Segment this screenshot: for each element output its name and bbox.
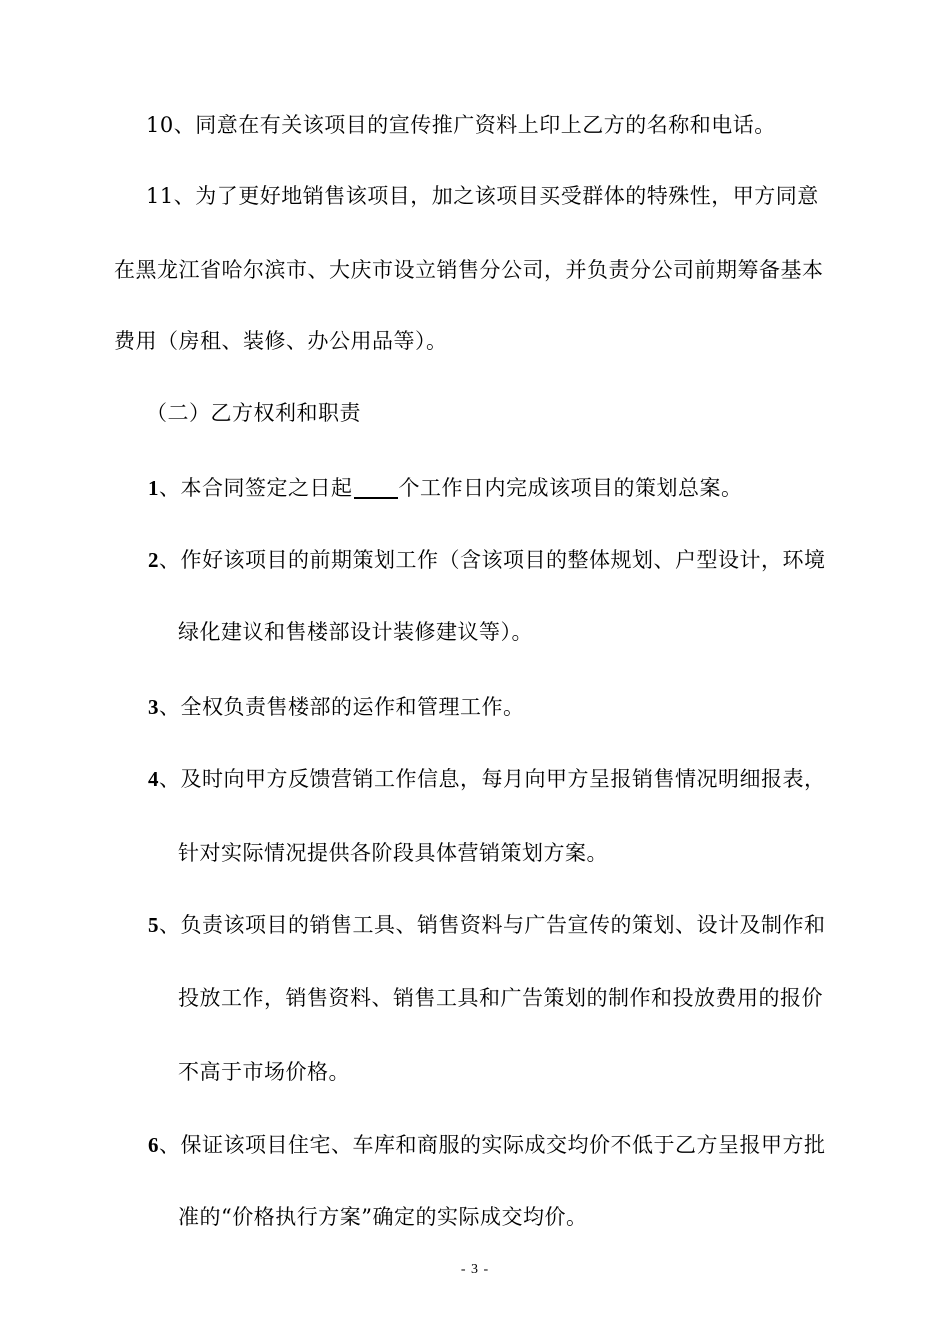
clause-b5-number: 5: [148, 913, 159, 937]
fill-in-blank: [354, 475, 398, 499]
clause-b6-line-2: 准的“价格执行方案”确定的实际成交均价。: [178, 1205, 588, 1229]
clause-11-line-1: 11、为了更好地销售该项目，加之该项目买受群体的特殊性，甲方同意: [146, 184, 819, 208]
clause-b1-text-a: 、本合同签定之日起: [159, 476, 353, 500]
clause-10: 10、同意在有关该项目的宣传推广资料上印上乙方的名称和电话。: [146, 113, 776, 137]
clause-b6-line-1: [148, 1130, 826, 1160]
clause-b2-number: 2: [148, 548, 159, 572]
clause-b2-text: 、作好该项目的前期策划工作（含该项目的整体规划、户型设计，环境: [159, 548, 826, 572]
clause-b6-number: 6: [148, 1133, 159, 1157]
clause-b5-text: 、负责该项目的销售工具、销售资料与广告宣传的策划、设计及制作和: [159, 913, 826, 937]
clause-b1-text-b: 个工作日内完成该项目的策划总案。: [398, 476, 743, 500]
clause-b6-text: 、保证该项目住宅、车库和商服的实际成交均价不低于乙方呈报甲方批: [159, 1133, 826, 1157]
clause-b4-number: 4: [148, 767, 159, 791]
clause-b2-line-2: 绿化建议和售楼部设计装修建议等）。: [178, 620, 533, 644]
clause-b4-line-2: 针对实际情况提供各阶段具体营销策划方案。: [178, 841, 608, 865]
clause-b4-line-1: [148, 764, 826, 794]
clause-11-line-3: 费用（房租、装修、办公用品等）。: [114, 329, 448, 353]
clause-b5-line-3: 不高于市场价格。: [178, 1060, 350, 1084]
page-number: - 3 -: [460, 1262, 490, 1277]
clause-b1-line-1: [148, 473, 743, 503]
clause-b3-line-1: [148, 692, 525, 722]
clause-11-line-2: 在黑龙江省哈尔滨市、大庆市设立销售分公司，并负责分公司前期筹备基本: [114, 258, 824, 282]
clause-b5-line-1: [148, 910, 826, 940]
section-title: （二）乙方权利和职责: [146, 401, 361, 425]
clause-b3-text: 、全权负责售楼部的运作和管理工作。: [159, 695, 525, 719]
clause-b5-line-2: 投放工作，销售资料、销售工具和广告策划的制作和投放费用的报价: [178, 986, 823, 1010]
clause-b3-number: 3: [148, 695, 159, 719]
clause-b4-text: 、及时向甲方反馈营销工作信息，每月向甲方呈报销售情况明细报表，: [159, 767, 826, 791]
clause-b2-line-1: [148, 545, 826, 575]
clause-b1-number: 1: [148, 476, 159, 500]
